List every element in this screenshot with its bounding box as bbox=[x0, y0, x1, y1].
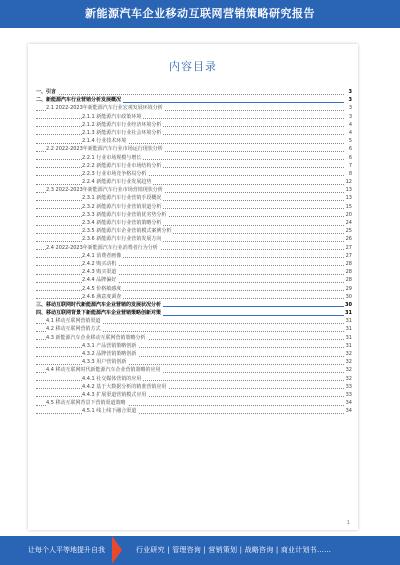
toc-entry[interactable] bbox=[36, 88, 352, 96]
toc-entry-label: 2.3.1 新能源汽车行业营销手段概况 bbox=[82, 195, 162, 202]
toc-entry-page: 3 bbox=[348, 113, 352, 120]
toc-entry[interactable] bbox=[36, 129, 352, 137]
toc-entry[interactable] bbox=[36, 276, 352, 284]
toc-entry-label: 4.5 移动互联网背景下营销渠道策略 bbox=[46, 400, 126, 407]
footer-banner bbox=[0, 536, 400, 565]
toc-entry[interactable] bbox=[36, 219, 352, 227]
toc-entry[interactable] bbox=[36, 194, 352, 202]
toc-entry[interactable] bbox=[36, 113, 352, 121]
toc-entry-label: 2.1.1 新能源汽车政策环境 bbox=[82, 113, 142, 120]
toc-entry[interactable] bbox=[36, 293, 352, 301]
toc-entry[interactable] bbox=[36, 244, 352, 252]
toc-entry[interactable] bbox=[36, 325, 352, 333]
toc-entry-page: 32 bbox=[345, 359, 352, 366]
toc-entry-label: 2.1.3 新能源汽车行业社会环境分析 bbox=[82, 129, 162, 136]
toc-entry-page: 13 bbox=[345, 187, 352, 194]
toc-entry[interactable] bbox=[36, 317, 352, 325]
toc-entry-page: 31 bbox=[345, 318, 352, 325]
toc-entry-page: 6 bbox=[348, 146, 352, 153]
dot-leader bbox=[36, 94, 344, 95]
report-header bbox=[0, 0, 400, 28]
toc-entry[interactable] bbox=[36, 391, 352, 399]
toc-entry-label: 4.4 移动互联网时代新能源汽车企业营销策略的应用 bbox=[46, 367, 161, 374]
toc-entry-page: 32 bbox=[345, 351, 352, 357]
toc-entry-page: 32 bbox=[345, 367, 352, 374]
toc-entry-page: 28 bbox=[345, 277, 352, 284]
toc-entry-label: 二、新能源汽车行业营销分析发展概况 bbox=[36, 97, 122, 104]
toc-entry-page: 28 bbox=[345, 269, 352, 276]
toc-entry-label: 4.5.1 线上线下融合渠道 bbox=[82, 408, 137, 415]
footer-services: 行业研究 | 管理咨询 | 营销策划 | 战略咨询 | 商业计划书…… bbox=[136, 546, 332, 554]
toc-entry-page: 27 bbox=[345, 252, 352, 259]
toc-entry-page: 31 bbox=[345, 326, 352, 333]
toc-entry[interactable] bbox=[36, 358, 352, 366]
toc-entry-page: 31 bbox=[345, 310, 352, 317]
toc-entry-page: 26 bbox=[345, 236, 352, 243]
toc-entry-label: 2.2.1 行业市场规模与增长 bbox=[82, 154, 142, 161]
toc-entry-label: 2.2.2 新能源汽车行业市场结构分析 bbox=[82, 162, 162, 169]
toc-entry-page: 3 bbox=[348, 105, 352, 112]
toc-entry[interactable] bbox=[36, 96, 352, 104]
toc-entry-page: 24 bbox=[345, 220, 352, 226]
toc-entry[interactable] bbox=[36, 334, 352, 342]
toc-entry-page: 34 bbox=[345, 400, 352, 407]
toc-entry-page: 33 bbox=[345, 383, 352, 390]
toc-entry-page: 32 bbox=[345, 375, 352, 382]
toc-entry-label: 2.4.3 购买渠道 bbox=[82, 269, 117, 276]
toc-entry-label: 4.4.2 基于大数据分析的精准营销应用 bbox=[82, 383, 167, 390]
toc-entry-label: 2.1.2 新能源汽车行业经济环境分析 bbox=[82, 121, 162, 128]
toc-entry-label: 2.4.4 品牌偏好 bbox=[82, 277, 117, 284]
toc-entry-page: 28 bbox=[345, 260, 352, 267]
toc-entry-page: 4 bbox=[348, 121, 352, 128]
toc-entry-page: 15 bbox=[345, 203, 352, 210]
toc-entry-page: 30 bbox=[345, 293, 352, 300]
toc-entry-label: 2.3 2022-2023年新能源汽车行业市场营销现状分析 bbox=[46, 187, 163, 194]
report-title: 新能源汽车企业移动互联网营销策略研究报告 bbox=[85, 7, 315, 20]
toc-entry-label: 2.1 2022-2023年新能源汽车行业宏观发展环境分析 bbox=[46, 105, 163, 112]
toc-entry[interactable] bbox=[36, 375, 352, 383]
toc-entry-label: 4.2 移动互联网营销方式 bbox=[46, 326, 101, 333]
toc-entry-label: 2.3.2 新能源汽车行业营销渠道分析 bbox=[82, 203, 162, 210]
toc-entry[interactable] bbox=[36, 121, 352, 129]
toc-entry[interactable] bbox=[36, 252, 352, 260]
table-of-contents bbox=[36, 88, 352, 416]
toc-entry[interactable] bbox=[36, 203, 352, 211]
toc-entry-label: 4.3.1 产品营销策略创新 bbox=[82, 342, 137, 349]
toc-entry[interactable] bbox=[36, 162, 352, 170]
toc-entry-label: 4.3.2 品牌营销策略创新 bbox=[82, 351, 137, 357]
toc-entry-page: 30 bbox=[345, 301, 352, 308]
toc-entry-label: 2.3.6 新能源汽车行业营销发展方向 bbox=[82, 236, 162, 243]
toc-entry-label: 2.3.3 新能源汽车行业营销优劣势分析 bbox=[82, 211, 167, 218]
toc-entry[interactable] bbox=[36, 186, 352, 194]
toc-entry-page: 33 bbox=[345, 391, 352, 398]
toc-entry-label: 2.1.4 行业技术环境 bbox=[82, 138, 127, 145]
toc-entry-label: 四、移动互联网背景下新能源汽车企业营销策略创新对策 bbox=[36, 310, 162, 317]
toc-entry[interactable] bbox=[36, 383, 352, 391]
toc-entry[interactable] bbox=[36, 235, 352, 243]
toc-entry-page: 31 bbox=[345, 342, 352, 349]
toc-entry-page: 5 bbox=[348, 138, 352, 145]
toc-entry-page: 13 bbox=[345, 195, 352, 202]
toc-entry-page: 6 bbox=[348, 154, 352, 161]
footer-slogan: 让每个人平等地提升自我 bbox=[28, 546, 105, 554]
toc-entry-page: 7 bbox=[348, 162, 352, 169]
toc-entry-page: 25 bbox=[345, 228, 352, 235]
toc-entry-label: 2.4.6 满意度调查 bbox=[82, 293, 122, 300]
toc-entry-label: 2.4 2022-2023年新能源汽车行业消费者行为分析 bbox=[46, 244, 158, 251]
toc-entry-label: 2.4.2 购买动机 bbox=[82, 260, 117, 267]
arrow-icon bbox=[112, 536, 122, 564]
toc-entry[interactable] bbox=[36, 407, 352, 415]
document-page bbox=[28, 44, 358, 530]
toc-entry-page: 27 bbox=[345, 244, 352, 251]
toc-entry-page: 29 bbox=[345, 285, 352, 292]
toc-entry-page: 34 bbox=[345, 408, 352, 415]
toc-entry-label: 2.3.5 新能源汽车企业营销模式案例分析 bbox=[82, 228, 172, 235]
toc-entry-label: 2.4.5 价格敏感度 bbox=[82, 285, 122, 292]
toc-entry-label: 一、引言 bbox=[36, 89, 57, 95]
toc-entry[interactable] bbox=[36, 350, 352, 358]
toc-entry[interactable] bbox=[36, 154, 352, 162]
toc-entry-page: 31 bbox=[345, 334, 352, 341]
toc-entry[interactable] bbox=[36, 399, 352, 407]
toc-entry[interactable] bbox=[36, 145, 352, 153]
toc-title: 内容目录 bbox=[169, 60, 217, 73]
toc-entry[interactable] bbox=[36, 170, 352, 178]
page-number: 1 bbox=[346, 520, 350, 526]
toc-entry-page: 8 bbox=[348, 170, 352, 177]
toc-entry[interactable] bbox=[36, 342, 352, 350]
toc-entry-label: 2.2 2022-2023年新能源汽车行业市场运行现状分析 bbox=[46, 146, 163, 153]
toc-entry-label: 2.2.3 行业市场竞争格局分析 bbox=[82, 170, 147, 177]
toc-entry-label: 三、移动互联网时代新能源汽车企业营销的发展状况分析 bbox=[36, 301, 162, 308]
toc-entry[interactable] bbox=[36, 260, 352, 268]
toc-entry-label: 2.4.1 消费者画像 bbox=[82, 252, 122, 259]
toc-entry-label: 4.3 新能源汽车企业移动互联网营销策略分析 bbox=[46, 334, 146, 341]
toc-entry-page: 20 bbox=[345, 211, 352, 218]
toc-entry-label: 4.4.3 扩展渠道营销模式应用 bbox=[82, 391, 147, 398]
toc-entry[interactable] bbox=[36, 285, 352, 293]
toc-entry-label: 2.2.4 新能源汽车行业发展趋势 bbox=[82, 179, 152, 186]
toc-entry[interactable] bbox=[36, 104, 352, 112]
toc-entry-page: 3 bbox=[348, 89, 352, 95]
toc-entry-label: 4.3.3 用户营销创新 bbox=[82, 359, 127, 366]
toc-entry[interactable] bbox=[36, 366, 352, 374]
toc-entry-page: 3 bbox=[348, 97, 352, 104]
toc-entry[interactable] bbox=[36, 178, 352, 186]
toc-entry-label: 2.3.4 新能源汽车行业营销策略分析 bbox=[82, 220, 162, 226]
toc-entry-label: 4.4.1 社交媒体营销的应用 bbox=[82, 375, 142, 382]
toc-entry[interactable] bbox=[36, 227, 352, 235]
toc-entry[interactable] bbox=[36, 137, 352, 145]
toc-entry[interactable] bbox=[36, 211, 352, 219]
toc-entry[interactable] bbox=[36, 301, 352, 309]
toc-entry[interactable] bbox=[36, 268, 352, 276]
toc-entry-page: 4 bbox=[348, 129, 352, 136]
toc-entry-page: 12 bbox=[345, 179, 352, 186]
toc-entry[interactable] bbox=[36, 309, 352, 317]
toc-entry-label: 4.1 移动互联网营销渠道 bbox=[46, 318, 101, 325]
